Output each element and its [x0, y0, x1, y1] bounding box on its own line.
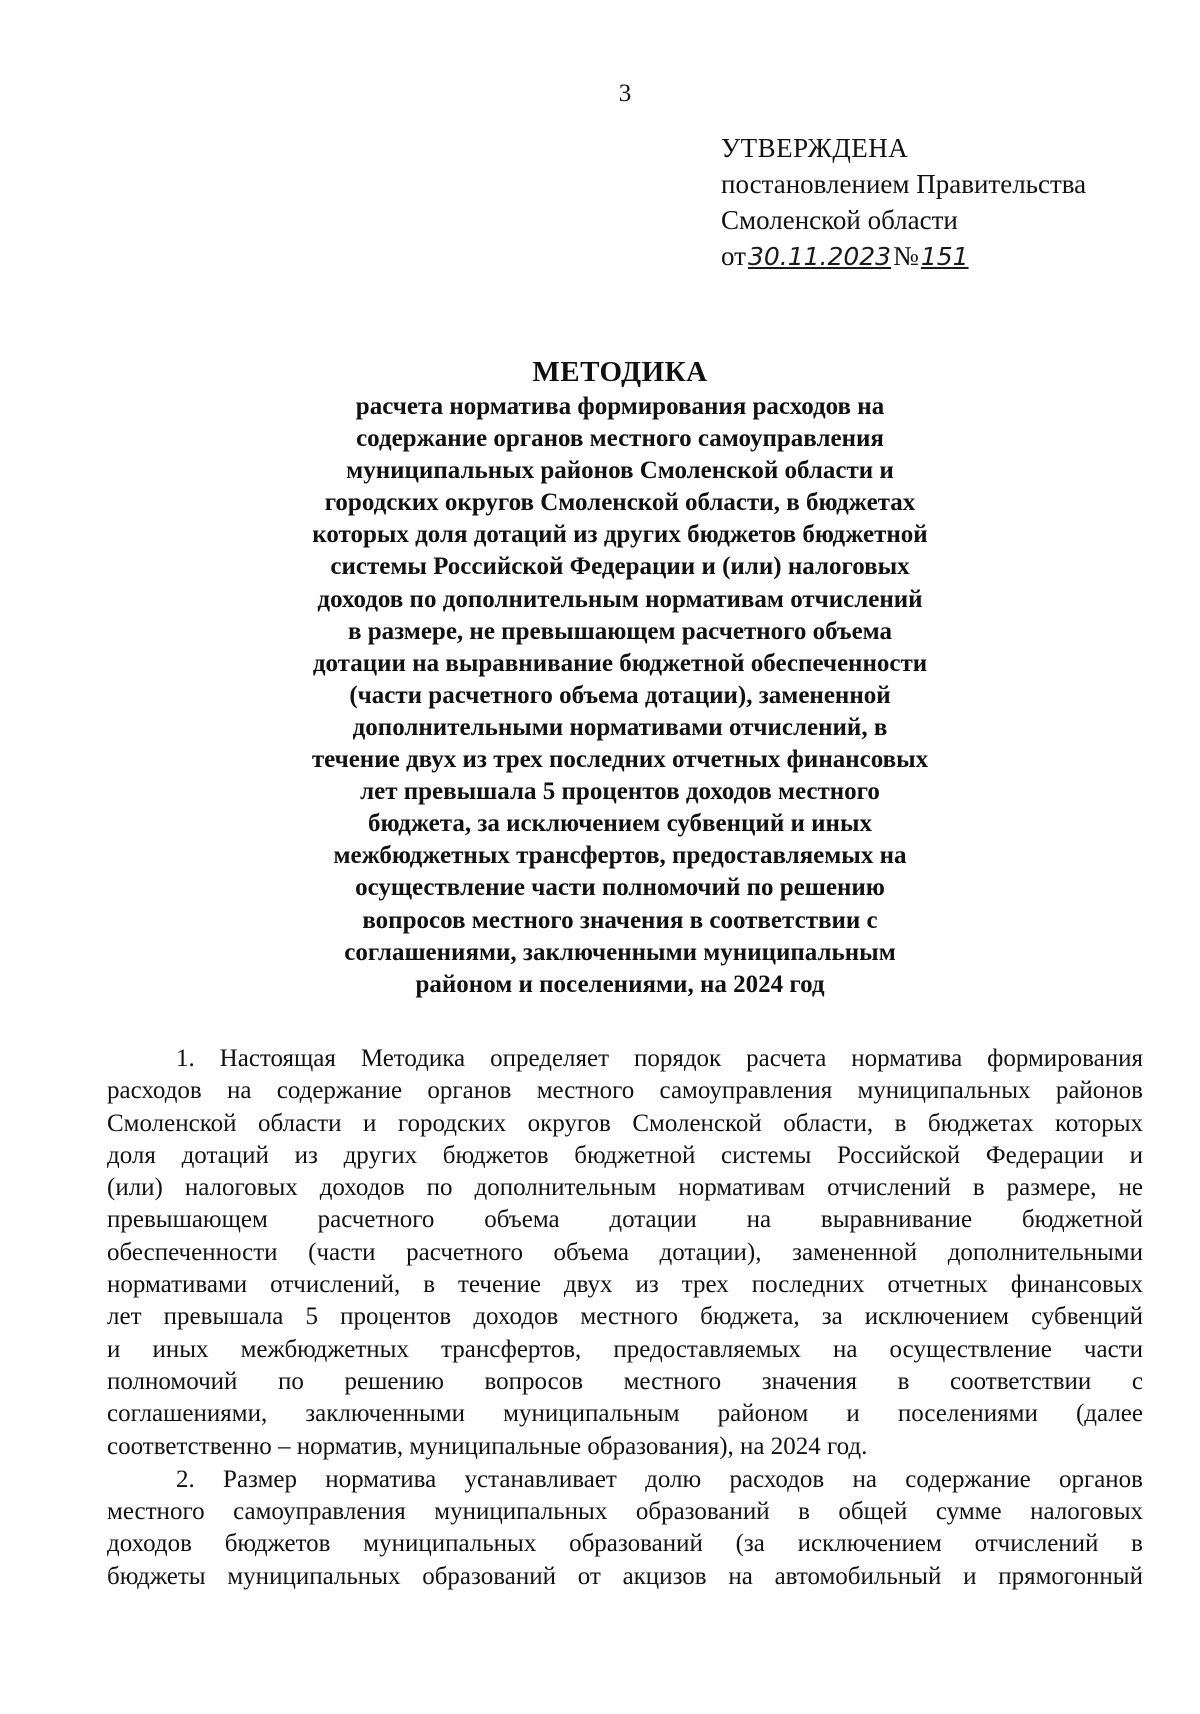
- title-main: МЕТОДИКА: [532, 356, 708, 388]
- paragraph: [107, 1464, 1143, 1593]
- title-line: которых доля дотаций из других бюджетов бюджетной: [312, 521, 928, 549]
- title-line: вопросов местного значения в соответствии с: [362, 906, 878, 934]
- approval-line-1: постановлением Правительства: [721, 169, 1087, 199]
- paragraph-line: (или) налоговых доходов по дополнительным нормативам отчислений в размере, не: [107, 1174, 1143, 1202]
- paragraph-line: обеспеченности (части расчетного объема дотации), замененной дополнительными: [107, 1238, 1143, 1266]
- paragraph-line: Смоленской области и городских округов Смоленской области, в бюджетах которых: [107, 1109, 1143, 1137]
- paragraph: [107, 1043, 1143, 1463]
- paragraph-line: местного самоуправления муниципальных образований в общей сумме налоговых: [107, 1498, 1143, 1526]
- paragraph-line: 2. Размер норматива устанавливает долю расходов на содержание органов: [176, 1465, 1143, 1493]
- approval-stamp: УТВЕРЖДЕНА: [721, 133, 909, 163]
- paragraph-line: бюджеты муниципальных образований от акцизов на автомобильный и прямогонный: [107, 1562, 1143, 1590]
- paragraph-line: соглашениями, заключенными муниципальным районом и поселениями (далее: [107, 1400, 1143, 1428]
- paragraph-line: доходов бюджетов муниципальных образований (за исключением отчислений в: [107, 1530, 1143, 1558]
- title-line: лет превышала 5 процентов доходов местного: [360, 778, 880, 806]
- title-line: доходов по дополнительным нормативам отчислений: [317, 585, 923, 613]
- paragraph-line: нормативами отчислений, в течение двух из трех последних отчетных финансовых: [107, 1271, 1143, 1299]
- title-line: районом и поселениями, на 2024 год: [415, 970, 825, 998]
- page-number: 3: [618, 80, 632, 107]
- approval-block: [721, 130, 1086, 275]
- number-prefix: №: [893, 241, 919, 271]
- title-line: бюджета, за исключением субвенций и иных: [368, 810, 872, 838]
- handwritten-number: 151: [920, 242, 969, 271]
- title-line: (части расчетного объема дотации), замененной: [349, 681, 891, 709]
- title-line: городских округов Смоленской области, в бюджетах: [324, 489, 916, 517]
- title-line: системы Российской Федерации и (или) налоговых: [330, 553, 910, 581]
- title-line: расчета норматива формирования расходов на: [355, 393, 885, 420]
- approval-date-line: [721, 238, 1086, 275]
- title-line: соглашениями, заключенными муниципальным: [344, 938, 896, 966]
- approval-line-2: Смоленской области: [721, 205, 958, 235]
- paragraph-line: соответственно – норматив, муниципальные образования), на 2024 год.: [107, 1432, 868, 1460]
- title-line: межбюджетных трансфертов, предоставляемых на: [333, 842, 907, 870]
- body-text: [107, 1043, 1143, 1594]
- paragraph-line: 1. Настоящая Методика определяет порядок расчета норматива формирования: [176, 1045, 1143, 1072]
- paragraph-line: и иных межбюджетных трансфертов, предоставляемых на осуществление части: [107, 1335, 1143, 1363]
- paragraph-line: превышающем расчетного объема дотации на выравнивание бюджетной: [107, 1206, 1143, 1234]
- paragraph-line: полномочий по решению вопросов местного значения в соответствии с: [107, 1367, 1143, 1395]
- paragraph-line: лет превышала 5 процентов доходов местного бюджета, за исключением субвенций: [107, 1303, 1143, 1331]
- title-line: течение двух из трех последних отчетных финансовых: [311, 746, 929, 774]
- title-line: муниципальных районов Смоленской области и: [346, 457, 894, 485]
- date-prefix: от: [721, 241, 746, 271]
- paragraph-line: доля дотаций из других бюджетов бюджетной системы Российской Федерации и: [107, 1141, 1143, 1169]
- title-block: [250, 356, 990, 1001]
- title-subtitle: [250, 391, 990, 1001]
- paragraph-line: расходов на содержание органов местного самоуправления муниципальных районов: [107, 1077, 1143, 1105]
- title-line: содержание органов местного самоуправления: [356, 425, 884, 453]
- title-line: дополнительными нормативами отчислений, в: [352, 713, 888, 741]
- title-line: в размере, не превышающем расчетного объема: [347, 617, 893, 645]
- title-line: осуществление части полномочий по решению: [355, 874, 885, 902]
- handwritten-date: 30.11.2023: [747, 242, 892, 271]
- title-line: дотации на выравнивание бюджетной обеспеченности: [312, 649, 928, 677]
